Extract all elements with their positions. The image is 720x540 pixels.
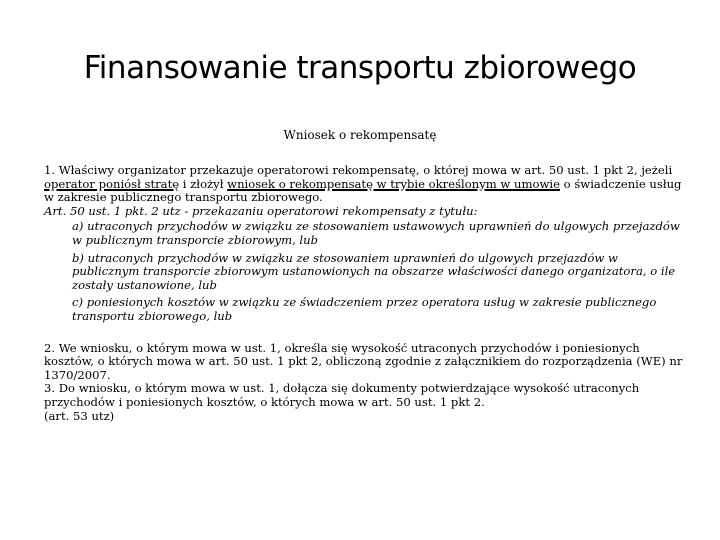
underlined-compensation-request: wniosek o rekompensatę w trybie określonym w umowie: [227, 176, 560, 191]
slide-body: [44, 164, 684, 423]
section-subtitle: Wniosek o rekompensatę: [283, 128, 437, 142]
paragraph-1-mid: i złożył: [179, 176, 228, 191]
list-item-b: b) utraconych przychodów w związku ze stosowaniem uprawnień do ulgowych przejazdów w publicznym transporcie zbiorowym ustanowionych na obszarze właściwości danego organizatora, o ile zostały ustanowione, lub: [72, 250, 676, 292]
list-item-a: a) utraconych przychodów w związku ze stosowaniem ustawowych uprawnień do ulgowych przejazdów w publicznym transporcie zbiorowym, lub: [72, 219, 680, 247]
slide-title: Finansowanie transportu zbiorowego: [83, 50, 637, 86]
paragraph-3: 3. Do wniosku, o którym mowa w ust. 1, dołącza się dokumenty potwierdzające wysokość utraconych przychodów i poniesionych kosztów, o których mowa w art. 50 ust. 1 pkt 2.: [44, 381, 640, 409]
list-item-c: c) poniesionych kosztów w związku ze świadczeniem przez operatora usług w zakresie publicznego transportu zbiorowego, lub: [72, 295, 657, 323]
underlined-operator-loss: operator poniósł stratę: [44, 176, 180, 191]
paragraph-2: 2. We wniosku, o którym mowa w ust. 1, określa się wysokość utraconych przychodów i poniesionych kosztów, o których mowa w art. 50 ust. 1 pkt 2, obliczoną zgodnie z załącznikiem do rozporządzenia (WE) nr 1370/2007.: [44, 340, 683, 382]
paragraph-4: (art. 53 utz): [44, 408, 115, 423]
art-reference-line: Art. 50 ust. 1 pkt. 2 utz - przekazaniu operatorowi rekompensaty z tytułu:: [44, 203, 478, 218]
paragraph-1-suffix: o świadczenie usług w zakresie publicznego transportu zbiorowego.: [44, 176, 682, 205]
paragraph-1: [44, 164, 684, 205]
paragraph-1-prefix: 1. Właściwy organizator przekazuje operatorowi rekompensatę, o której mowa w art. 50 ust. 1 pkt 2, jeżeli: [44, 163, 673, 177]
spacer: [44, 328, 684, 342]
compensation-list: [72, 220, 684, 323]
